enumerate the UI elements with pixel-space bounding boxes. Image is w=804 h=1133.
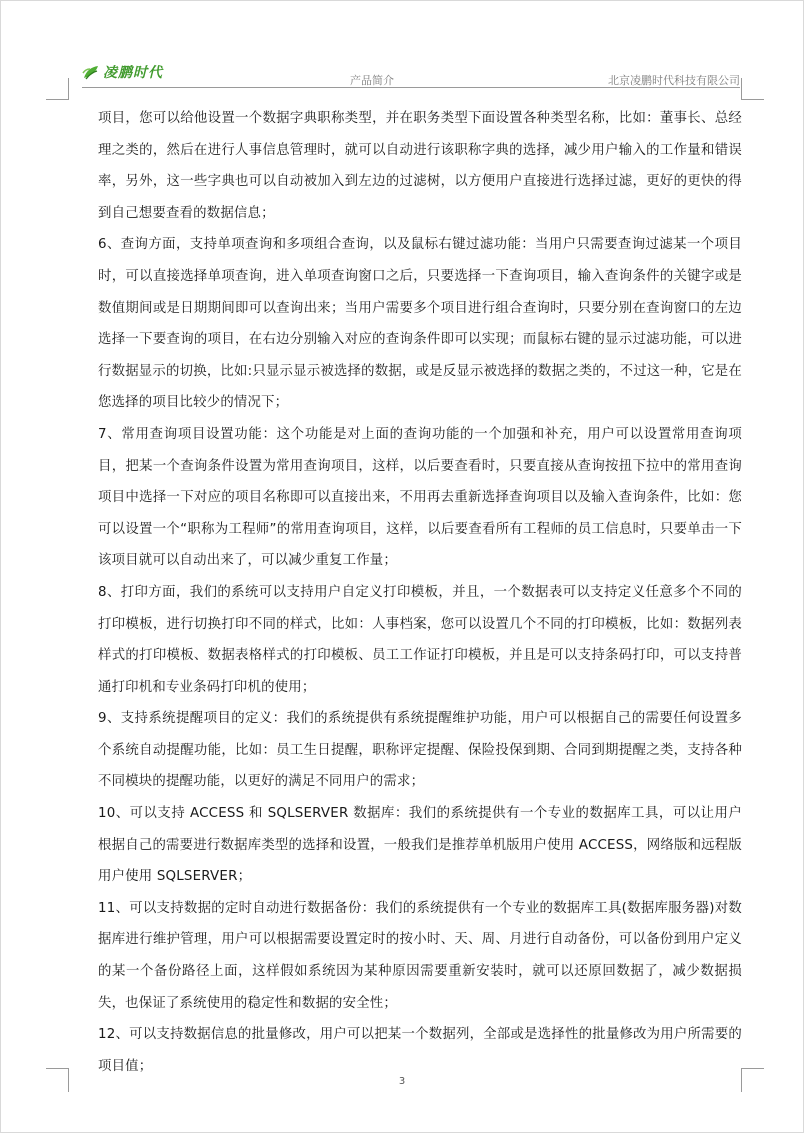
paragraph: 10、可以支持 ACCESS 和 SQLSERVER 数据库：我们的系统提供有一个专业的数据库工具，可以让用户根据自己的需要进行数据库类型的选择和设置，一般我们是推荐单机版用户使用 ACCESS，网络版和远程版用户使用 SQLSERVER； bbox=[98, 806, 742, 885]
crop-mark bbox=[742, 1068, 764, 1069]
document-title: 产品简介 bbox=[350, 74, 394, 87]
paragraph: 11、可以支持数据的定时自动进行数据备份：我们的系统提供有一个专业的数据库工具(数据库服务器)对数据库进行维护管理，用户可以根据需要设置定时的按小时、天、周、月进行自动备份，可以备份到用户定义的某一个备份路径上面，这样假如系统因为某种原因需要重新安装时，就可以还原回数据了，减少数据损失，也保证了系统使用的稳定性和数据的安全性； bbox=[98, 900, 742, 1011]
crop-mark bbox=[68, 78, 69, 100]
page-header bbox=[82, 60, 740, 86]
company-name: 北京凌鹏时代科技有限公司 bbox=[608, 74, 740, 87]
crop-mark bbox=[741, 78, 742, 100]
crop-mark bbox=[46, 1068, 68, 1069]
crop-mark bbox=[742, 99, 764, 100]
paragraph: 9、支持系统提醒项目的定义：我们的系统提供有系统提醒维护功能，用户可以根据自己的需要任何设置多个系统自动提醒功能，比如：员工生日提醒，职称评定提醒、保险投保到期、合同到期提醒之类，支持各种不同模块的提醒功能，以更好的满足不同用户的需求； bbox=[98, 711, 742, 790]
logo-text: 凌鹏时代 bbox=[103, 65, 163, 81]
paragraph: 12、可以支持数据信息的批量修改，用户可以把某一个数据列，全部或是选择性的批量修改为用户所需要的项目值； bbox=[98, 1027, 742, 1074]
paragraph: 8、打印方面，我们的系统可以支持用户自定义打印模板，并且，一个数据表可以支持定义任意多个不同的打印模板，进行切换打印不同的样式，比如：人事档案，您可以设置几个不同的打印模板，比如：数据列表样式的打印模板、数据表格样式的打印模板、员工工作证打印模板，并且是可以支持条码打印，可以支持普通打印机和专业条码打印机的使用； bbox=[98, 584, 742, 695]
paragraph: 6、查询方面，支持单项查询和多项组合查询，以及鼠标右键过滤功能：当用户只需要查询过滤某一个项目时，可以直接选择单项查询，进入单项查询窗口之后，只要选择一下查询项目，输入查询条件的关键字或是数值期间或是日期期间即可以查询出来；当用户需要多个项目进行组合查询时，只要分别在查询窗口的左边选择一下要查询的项目，在右边分别输入对应的查询条件即可以实现；而鼠标右键的显示过滤功能，可以进行数据显示的切换，比如:只显示显示被选择的数据，或是反显示被选择的数据之类的，不过这一种，它是在您选择的项目比较少的情况下； bbox=[98, 237, 742, 411]
page-number: 3 bbox=[398, 1076, 406, 1087]
leaf-logo-icon bbox=[82, 63, 100, 81]
paragraph: 7、常用查询项目设置功能：这个功能是对上面的查询功能的一个加强和补充，用户可以设置常用查询项目，把某一个查询条件设置为常用查询项目，这样，以后要查看时，只要直接从查询按扭下拉中的常用查询项目中选择一下对应的项目名称即可以直接出来，不用再去重新选择查询项目以及输入查询条件，比如：您可以设置一个“职称为工程师”的常用查询项目，这样，以后要查看所有工程师的员工信息时，只要单击一下该项目就可以自动出来了，可以减少重复工作量； bbox=[98, 426, 742, 569]
crop-mark bbox=[46, 99, 68, 100]
body-text bbox=[98, 103, 742, 1082]
header-divider bbox=[82, 87, 740, 88]
company-logo bbox=[82, 60, 163, 84]
paragraph: 项目，您可以给他设置一个数据字典职称类型，并在职务类型下面设置各种类型名称，比如：董事长、总经理之类的，然后在进行人事信息管理时，就可以自动进行该职称字典的选择，减少用户输入的工作量和错误率，另外，这一些字典也可以自动被加入到左边的过滤树，以方便用户直接进行选择过滤，更好的更快的得到自己想要查看的数据信息； bbox=[98, 111, 742, 221]
